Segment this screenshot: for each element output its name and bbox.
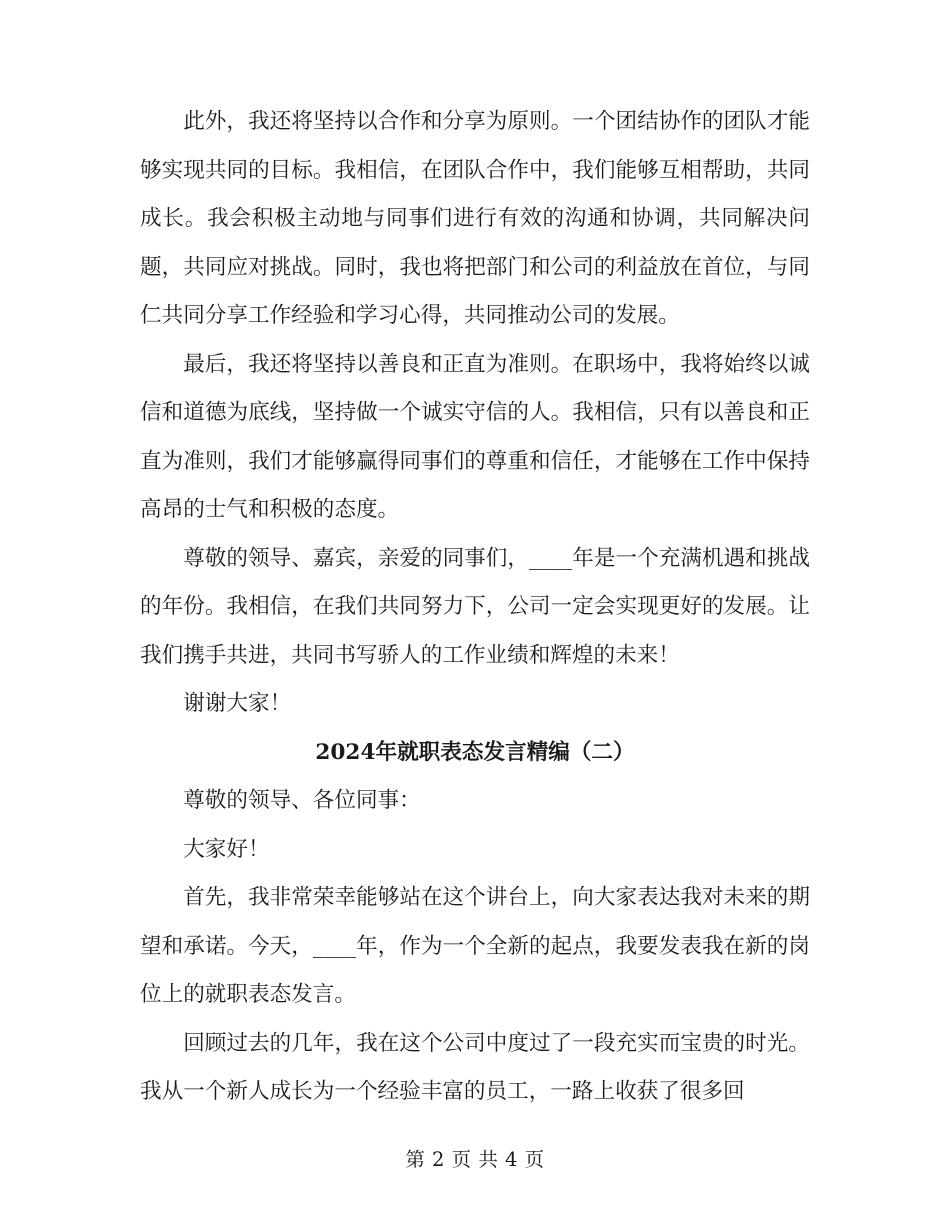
page-number-footer: 第 2 页 共 4 页 xyxy=(405,1148,545,1171)
paragraph-cooperation: 此外，我还将坚持以合作和分享为原则。一个团结协作的团队才能够实现共同的目标。我相信，在团队合作中，我们能够互相帮助，共同成长。我会积极主动地与同事们进行有效的沟通和协调，共同解决问题，共同应对挑战。同时，我也将把部门和公司的利益放在首位，与同仁共同分享工作经验和学习心得，共同推动公司的发展。 xyxy=(140,109,810,328)
paragraph-closing-appeal: 尊敬的领导、嘉宾，亲爱的同事们，____年是一个充满机遇和挑战的年份。我相信，在我们共同努力下，公司一定会实现更好的发展。让我们携手共进，共同书写骄人的工作业绩和辉煌的未来！ xyxy=(140,545,810,668)
paragraph-review: 回顾过去的几年，我在这个公司中度过了一段充实而宝贵的时光。我从一个新人成长为一个经验丰富的员工，一路上收获了很多回 xyxy=(140,1030,810,1104)
section-heading: 2024年就职表态发言精编（二） xyxy=(315,739,635,765)
paragraph-opening: 首先，我非常荣幸能够站在这个讲台上，向大家表达我对未来的期望和承诺。今天，____年，作为一个全新的起点，我要发表我在新的岗位上的就职表态发言。 xyxy=(140,885,810,1007)
paragraph-thanks: 谢谢大家！ xyxy=(183,691,292,716)
document-body xyxy=(140,98,810,1117)
paragraph-salutation: 尊敬的领导、各位同事： xyxy=(183,788,421,813)
paragraph-greeting: 大家好！ xyxy=(183,836,270,862)
paragraph-integrity: 最后，我还将坚持以善良和正直为准则。在职场中，我将始终以诚信和道德为底线，坚持做一个诚实守信的人。我相信，只有以善良和正直为准则，我们才能够赢得同事们的尊重和信任，才能够在工作中保持高昂的士气和积极的态度。 xyxy=(140,351,810,522)
